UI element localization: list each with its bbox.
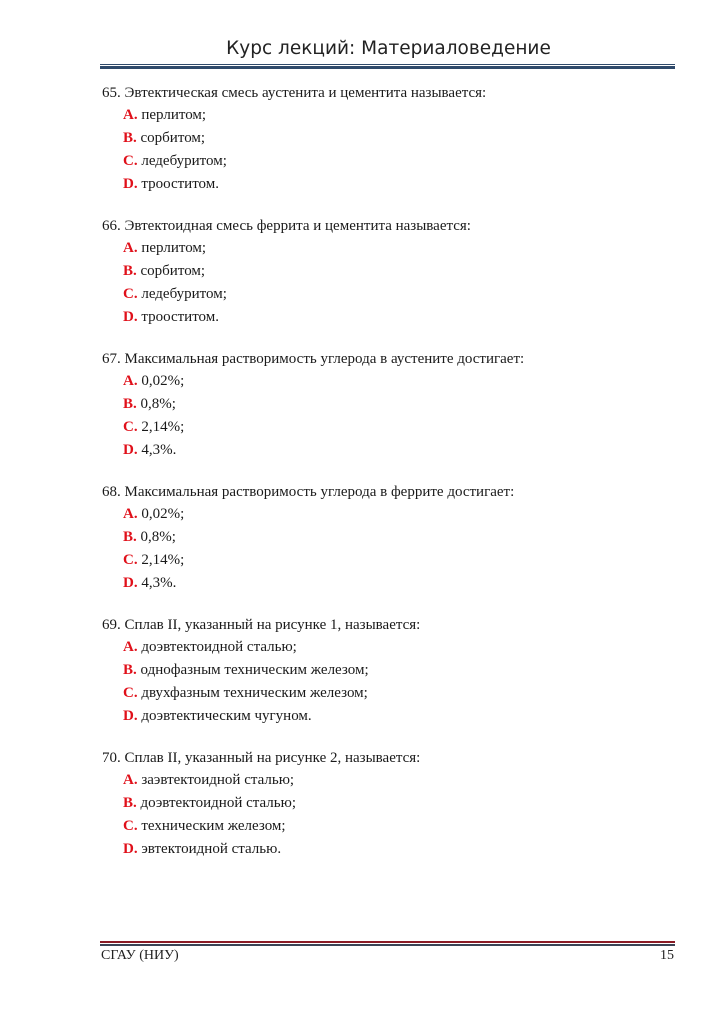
question-65 (102, 82, 677, 196)
answer-option-d (102, 173, 677, 196)
answer-text: трооститом. (141, 309, 220, 325)
answer-option-a (102, 769, 677, 792)
answer-option-b (102, 260, 677, 283)
answer-text: доэвтектоидной сталью; (141, 639, 297, 655)
answer-option-a (102, 636, 677, 659)
question-68 (102, 481, 677, 595)
answer-letter: D. (123, 575, 138, 591)
answer-letter: A. (123, 373, 138, 389)
question-66 (102, 215, 677, 329)
question-text: 67. Максимальная растворимость углерода в аустените достигает: (102, 351, 525, 367)
answer-option-b (102, 393, 677, 416)
question-text: 69. Сплав II, указанный на рисунке 1, называется: (102, 617, 421, 633)
question-text: 66. Эвтектоидная смесь феррита и цементита называется: (102, 218, 471, 234)
page-title: Курс лекций: Материаловедение (226, 38, 551, 59)
answer-text: 2,14%; (141, 552, 185, 568)
answer-letter: D. (123, 708, 138, 724)
answer-letter: A. (123, 772, 138, 788)
answer-text: 2,14%; (141, 419, 185, 435)
answer-option-c (102, 416, 677, 439)
footer-rule-bottom (100, 944, 675, 946)
answer-letter: C. (123, 286, 138, 302)
question-69 (102, 614, 677, 728)
question-text: 68. Максимальная растворимость углерода в феррите достигает: (102, 484, 515, 500)
answer-text: перлитом; (141, 107, 207, 123)
answer-option-a (102, 370, 677, 393)
answer-option-c (102, 283, 677, 306)
footer-institution: СГАУ (НИУ) (101, 948, 179, 963)
answer-option-a (102, 503, 677, 526)
answer-option-b (102, 127, 677, 150)
answer-text: двухфазным техническим железом; (141, 685, 368, 701)
answer-option-d (102, 306, 677, 329)
answer-text: 4,3%. (141, 575, 177, 591)
answer-option-c (102, 150, 677, 173)
answer-letter: B. (123, 795, 137, 811)
question-67 (102, 348, 677, 462)
answer-text: эвтектоидной сталью. (141, 841, 282, 857)
answer-letter: A. (123, 639, 138, 655)
answer-text: заэвтектоидной сталью; (141, 772, 295, 788)
answer-text: 0,02%; (141, 506, 185, 522)
answer-text: сорбитом; (140, 263, 206, 279)
answer-text: ледебуритом; (141, 153, 227, 169)
header-rule (100, 64, 675, 69)
answer-option-c (102, 549, 677, 572)
header-rule-thick (100, 66, 675, 69)
answer-letter: C. (123, 685, 138, 701)
answer-option-b (102, 526, 677, 549)
answer-text: 4,3%. (141, 442, 177, 458)
question-70 (102, 747, 677, 861)
answer-text: сорбитом; (140, 130, 206, 146)
answer-option-b (102, 659, 677, 682)
answer-option-a (102, 237, 677, 260)
answer-letter: D. (123, 841, 138, 857)
answer-letter: A. (123, 107, 138, 123)
answer-option-b (102, 792, 677, 815)
answer-text: перлитом; (141, 240, 207, 256)
answer-option-a (102, 104, 677, 127)
answer-letter: C. (123, 552, 138, 568)
answer-letter: D. (123, 309, 138, 325)
question-text: 65. Эвтектическая смесь аустенита и цементита называется: (102, 85, 487, 101)
footer-rule-top (100, 941, 675, 943)
answer-option-c (102, 682, 677, 705)
answer-text: доэвтектическим чугуном. (141, 708, 312, 724)
answer-text: ледебуритом; (141, 286, 227, 302)
answer-option-d (102, 572, 677, 595)
footer-rule (100, 941, 675, 946)
answer-option-d (102, 838, 677, 861)
answer-text: однофазным техническим железом; (140, 662, 369, 678)
answer-text: 0,8%; (140, 529, 176, 545)
answer-letter: B. (123, 130, 137, 146)
answer-text: техническим железом; (141, 818, 286, 834)
page-number: 15 (660, 948, 674, 963)
answer-letter: A. (123, 506, 138, 522)
answer-letter: C. (123, 818, 138, 834)
answer-text: доэвтектоидной сталью; (140, 795, 296, 811)
answer-letter: B. (123, 662, 137, 678)
answer-option-d (102, 705, 677, 728)
answer-letter: C. (123, 419, 138, 435)
question-list (102, 82, 677, 880)
answer-option-c (102, 815, 677, 838)
answer-letter: C. (123, 153, 138, 169)
answer-option-d (102, 439, 677, 462)
answer-letter: A. (123, 240, 138, 256)
answer-letter: B. (123, 529, 137, 545)
answer-text: 0,8%; (140, 396, 176, 412)
header-rule-thin (100, 64, 675, 65)
question-text: 70. Сплав II, указанный на рисунке 2, называется: (102, 750, 421, 766)
answer-letter: D. (123, 176, 138, 192)
answer-letter: B. (123, 396, 137, 412)
answer-letter: B. (123, 263, 137, 279)
answer-text: трооститом. (141, 176, 220, 192)
answer-letter: D. (123, 442, 138, 458)
answer-text: 0,02%; (141, 373, 185, 389)
